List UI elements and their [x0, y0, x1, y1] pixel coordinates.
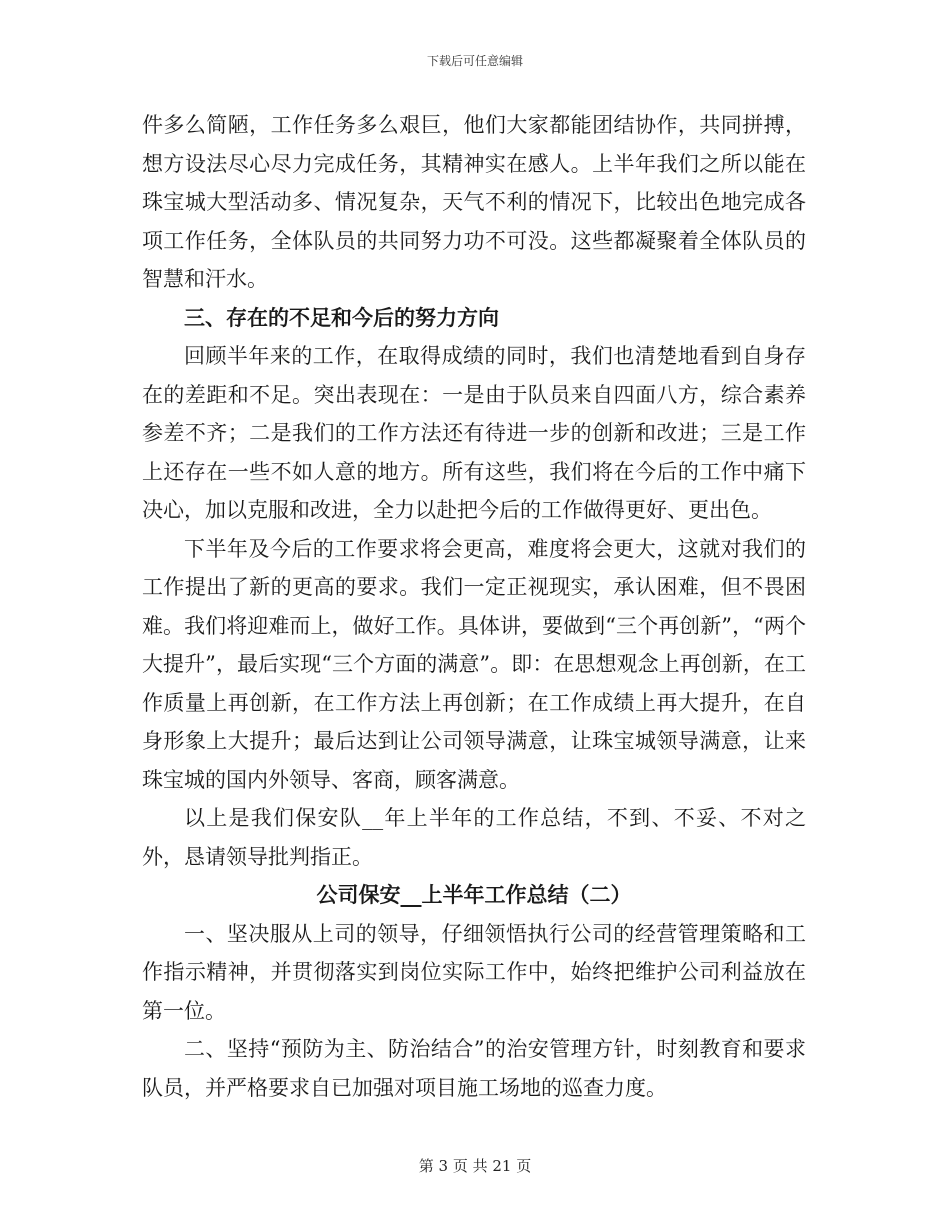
- paragraph-future-requirements: 下半年及今后的工作要求将会更高，难度将会更大，这就对我们的工作提出了新的更高的要求。我们一定正视现实，承认困难，但不畏困难。我们将迎难而上，做好工作。具体讲，要做到“三个再创新”，“两个大提升”，最后实现“三个方面的满意”。即：在思想观念上再创新，在工作质量上再创新，在工作方法上再创新；在工作成绩上再大提升，在自身形象上大提升；最后达到让公司领导满意，让珠宝城领导满意，让来珠宝城的国内外领导、客商，顾客满意。: [142, 536, 806, 792]
- document-title-2: 公司保安__上半年工作总结（二）: [316, 882, 632, 907]
- page-header: 下载后可任意编辑: [426, 54, 523, 68]
- document-body: [142, 106, 806, 1107]
- paragraph-closing: 以上是我们保安队__年上半年的工作总结，不到、不妥、不对之外，恳请领导批判指正。: [142, 806, 806, 869]
- page-footer: 第 3 页 共 21 页: [418, 1157, 532, 1175]
- paragraph-point-1: 一、坚决服从上司的领导，仔细领悟执行公司的经营管理策略和工作指示精神，并贯彻落实到岗位实际工作中，始终把维护公司利益放在第一位。: [142, 921, 806, 1023]
- section-heading-3: 三、存在的不足和今后的努力方向: [184, 304, 499, 330]
- paragraph-continued: 件多么简陋，工作任务多么艰巨，他们大家都能团结协作，共同拼搏，想方设法尽心尽力完成任务，其精神实在感人。上半年我们之所以能在珠宝城大型活动多、情况复杂，天气不利的情况下，比较出色地完成各项工作任务，全体队员的共同努力功不可没。这些都凝聚着全体队员的智慧和汗水。: [142, 113, 806, 291]
- paragraph-shortcomings: 回顾半年来的工作，在取得成绩的同时，我们也清楚地看到自身存在的差距和不足。突出表现在：一是由于队员来自四面八方，综合素养参差不齐；二是我们的工作方法还有待进一步的创新和改进；三是工作上还存在一些不如人意的地方。所有这些，我们将在今后的工作中痛下决心，加以克服和改进，全力以赴把今后的工作做得更好、更出色。: [142, 344, 806, 522]
- paragraph-point-2: 二、坚持“预防为主、防治结合”的治安管理方针，时刻教育和要求队员，并严格要求自已加强对项目施工场地的巡查力度。: [142, 1037, 806, 1100]
